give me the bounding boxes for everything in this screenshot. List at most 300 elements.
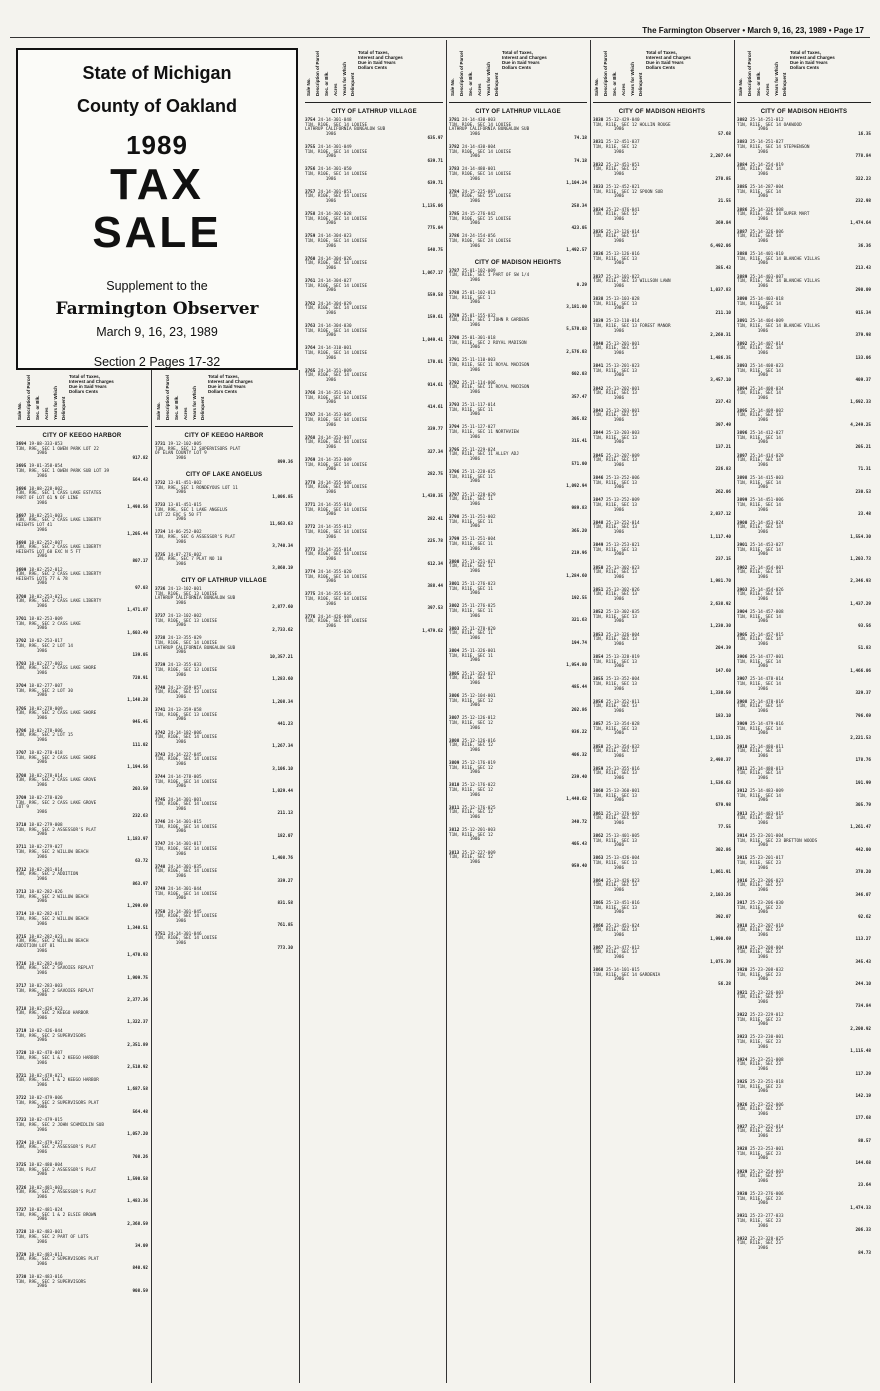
amount-due: 237.43 — [715, 400, 731, 406]
parcel-entry — [737, 544, 871, 562]
sale-number: 3797 — [449, 492, 462, 498]
parcel-description: 25-23-276-006 T1N, R11E, SEC 23 1986 — [737, 1192, 784, 1207]
parcel-description: 25-13-328-019 T1N, R11E, SEC 13 1986 — [593, 655, 640, 670]
parcel-entry — [155, 799, 293, 817]
parcel-description: 25-13-203-003 T1N, R11E, SEC 13 1986 — [593, 431, 640, 446]
parcel-entry — [593, 567, 731, 585]
sale-number: 3851 — [593, 587, 606, 593]
listing-column — [449, 46, 587, 1385]
parcel-entry — [305, 235, 443, 253]
parcel-entry — [449, 213, 587, 231]
parcel-description: 24-14-301-045 T1N, R10E, SEC 14 LOUISE 1986 — [155, 909, 218, 924]
parcel-description: 24-14-430-003 T1N, R10E, SEC 14 LOUISE LATHRUP CALIFORNIA BUNGALOW SUB 1986 — [449, 118, 530, 137]
parcel-description: 24-14-355-006 T1N, R10E, SEC 14 LOUISE 1986 — [305, 480, 368, 495]
parcel-description: 25-13-103-028 T1N, R11E, SEC 13 1986 — [593, 297, 640, 312]
parcel-entry — [16, 752, 148, 770]
sec-header: Sec. or Blk. — [468, 71, 473, 96]
parcel-entry — [737, 589, 871, 607]
sale-number: 3811 — [449, 805, 462, 811]
sale-number: 3865 — [593, 901, 606, 907]
parcel-description: 25-23-206-030 T1N, R11E, SEC 23 1986 — [737, 901, 784, 916]
parcel-entry — [737, 410, 871, 428]
parcel-entry — [155, 664, 293, 682]
parcel-entry — [593, 544, 731, 562]
sale-number: 3882 — [737, 118, 750, 123]
amount-due: 1,037.83 — [710, 288, 731, 294]
parcel-description: 24-14-302-028 T1N, R10E, SEC 14 LOUISE 1986 — [305, 212, 368, 227]
parcel-entry — [155, 821, 293, 839]
parcel-entry — [16, 1276, 148, 1294]
parcel-entry — [155, 504, 293, 527]
amount-due: 3,181.00 — [566, 305, 587, 310]
amount-due: 2,576.03 — [566, 349, 587, 355]
parcel-description: 25-13-207-009 T1N, R11E, SEC 13 1986 — [593, 453, 640, 468]
years-header: Years for Which Delinquent — [774, 61, 787, 96]
parcel-entry — [16, 985, 148, 1003]
sale-no-header: Sale No. — [156, 402, 161, 420]
sale-number: 3742 — [155, 730, 168, 736]
parcel-description: 25-14-480-011 T1N, R11E, SEC 14 1986 — [737, 744, 784, 759]
parcel-entry — [737, 186, 871, 204]
parcel-description: 25-14-483-009 T1N, R11E, SEC 14 1986 — [737, 789, 784, 804]
sale-number: 3810 — [449, 783, 462, 789]
amount-due: 244.10 — [855, 982, 871, 988]
parcel-description: 25-12-104-001 T1N, R11E, SEC 12 1986 — [449, 693, 496, 709]
parcel-entry — [737, 1036, 871, 1054]
amount-due: 340.72 — [571, 819, 587, 825]
years-header: Years for Which Delinquent — [192, 385, 205, 420]
sale-number: 3791 — [449, 358, 462, 364]
parcel-entry — [155, 531, 293, 549]
parcel-description: 25-11-326-001 T1N, R11E, SEC 11 1986 — [449, 649, 496, 664]
parcel-description: 25-13-354-032 T1N, R11E, SEC 13 1986 — [593, 744, 640, 759]
parcel-description: 25-23-253-001 T1N, R11E, SEC 23 1986 — [737, 1147, 784, 1162]
parcel-description: 18-02-483-011 T3N, R9E, SEC 2 SUPERVISORS PLAT 1986 — [16, 1252, 99, 1267]
parcel-description: 25-14-453-027 T1N, R11E, SEC 14 1986 — [737, 543, 784, 558]
parcel-entry — [305, 191, 443, 209]
parcel-entry — [16, 1119, 148, 1137]
sale-number: 3723 — [16, 1118, 29, 1124]
parcel-description: 25-14-409-002 T1N, R11E, SEC 14 1986 — [737, 408, 784, 424]
parcel-entry — [449, 538, 587, 556]
parcel-entry — [16, 542, 148, 565]
parcel-entry — [449, 168, 587, 186]
sale-number: 3705 — [16, 706, 29, 712]
parcel-description: 25-13-201-001 T1N, R11E, SEC 13 1986 — [593, 341, 640, 356]
sale-number: 3896 — [737, 431, 750, 437]
parcel-description: 25-12-429-040 T1N, R11E, SEC 12 HOLLIN ROUGE 1986 — [593, 118, 671, 133]
amount-due: 144.68 — [855, 1161, 871, 1167]
parcel-entry — [449, 829, 587, 847]
parcel-entry — [16, 869, 148, 887]
amount-due: 327.34 — [427, 449, 443, 455]
parcel-entry — [449, 337, 587, 355]
parcel-description: 25-14-408-034 T1N, R11E, SEC 14 1986 — [737, 386, 784, 401]
amount-due: 57.68 — [718, 131, 731, 137]
amount-due: 194.74 — [571, 640, 587, 646]
parcel-description: 18-02-483-001 T3N, R9E, SEC 2 PART OF LOTS 1986 — [16, 1230, 89, 1245]
sale-number: 3859 — [593, 766, 606, 772]
parcel-description: 25-11-228-029 T1N, R11E, SEC 11 1986 — [449, 492, 496, 507]
sale-number: 3839 — [593, 319, 606, 325]
parcel-description: 25-01-301-018 T1N, R11E, SEC 2 ROYAL MADISON 1986 — [449, 335, 527, 351]
sale-number: 3758 — [305, 212, 318, 218]
parcel-entry — [155, 866, 293, 884]
parcel-description: 24-14-301-048 T1N, R10E, SEC 14 LOUISE LATHRUP CALIFORNIA BUNGALOW SUB 1986 — [305, 118, 386, 137]
amount-due: 97.03 — [135, 586, 148, 592]
amount-due: 84.73 — [858, 1250, 871, 1256]
parcel-description: 25-14-414-020 T1N, R11E, SEC 14 1986 — [737, 453, 784, 468]
title-sale: SALE — [92, 208, 222, 257]
parcel-entry — [16, 936, 148, 959]
amount-due: 0.29 — [576, 282, 587, 288]
parcel-description: 25-14-478-014 T1N, R11E, SEC 14 1986 — [737, 677, 784, 692]
sale-number: 3743 — [155, 752, 168, 758]
amount-due: 339.27 — [277, 878, 293, 884]
amount-due: 321.63 — [571, 618, 587, 624]
parcel-description: 25-11-276-025 T1N, R11E, SEC 11 1986 — [449, 604, 496, 619]
parcel-description: 25-23-201-004 T1N, R11E, SEC 23 BRETTON WOODS 1986 — [737, 834, 818, 849]
sale-number: 3767 — [305, 413, 318, 419]
amount-due: 213.43 — [855, 266, 871, 272]
sale-number: 3808 — [449, 738, 462, 744]
amount-due: 305.79 — [855, 803, 871, 809]
parcel-entry — [593, 857, 731, 875]
parcel-entry — [305, 504, 443, 522]
parcel-description: 25-14-407-014 T1N, R11E, SEC 14 1986 — [737, 341, 784, 356]
amount-due: 959.40 — [571, 864, 587, 870]
amount-due: 2,368.59 — [127, 1221, 148, 1227]
parcel-entry — [155, 933, 293, 951]
sale-number: 3775 — [305, 592, 318, 598]
amount-due: 1,687.58 — [127, 1087, 148, 1093]
parcel-entry — [593, 746, 731, 764]
parcel-description: 25-23-251-018 T1N, R11E, SEC 23 1986 — [737, 1080, 784, 1095]
supplement-line: Supplement to the — [106, 279, 208, 293]
amount-due: 1,474.64 — [850, 221, 871, 227]
parcel-description: 25-13-352-011 T1N, R11E, SEC 13 1986 — [593, 699, 640, 714]
amount-due: 914.61 — [427, 382, 443, 388]
newspaper-name: Farmington Observer — [55, 299, 259, 319]
parcel-entry — [449, 471, 587, 489]
parcel-description: 24-14-353-005 T1N, R10E, SEC 14 LOUISE 1986 — [305, 413, 368, 428]
amount-due: 370.20 — [855, 870, 871, 876]
amount-due: 1,049.41 — [422, 337, 443, 343]
parcel-description: 24-14-301-015 T1N, R10E, SEC 14 LOUISE 1986 — [155, 820, 218, 835]
parcel-entry — [16, 569, 148, 592]
parcel-entry — [16, 797, 148, 820]
amount-due: 908.59 — [132, 1288, 148, 1294]
amount-due: 1,029.44 — [272, 789, 293, 795]
parcel-entry — [593, 656, 731, 674]
sale-number: 3760 — [305, 256, 318, 262]
sale-number: 3728 — [16, 1230, 29, 1236]
sale-number: 3895 — [737, 408, 750, 414]
amount-due: 203.59 — [132, 787, 148, 793]
total-header: Total of Taxes, Interest and Charges Due in Said Years Dollars Cents — [646, 50, 691, 70]
amount-due: 2,377.36 — [127, 997, 148, 1003]
parcel-entry — [737, 969, 871, 987]
city-heading: CITY OF KEEGO HARBOR — [42, 433, 122, 439]
description-header: Description of Parcel — [459, 50, 464, 96]
parcel-entry — [16, 730, 148, 748]
sale-number: 3729 — [16, 1252, 29, 1258]
sale-number: 3722 — [16, 1096, 29, 1102]
parcel-entry — [593, 589, 731, 607]
amount-due: 1,471.07 — [127, 608, 148, 614]
amount-due: 1,322.37 — [127, 1020, 148, 1026]
parcel-description: 18-02-281-014 T3N, R9E, SEC 2 ADDITION 1986 — [16, 867, 79, 882]
parcel-entry — [593, 410, 731, 428]
acres-header: Acres — [477, 83, 482, 96]
sale-number: 3785 — [449, 212, 462, 218]
parcel-description: 25-13-326-004 T1N, R11E, SEC 13 1986 — [593, 632, 640, 647]
parcel-entry — [305, 459, 443, 477]
sale-number: 3738 — [155, 636, 168, 642]
parcel-entry — [16, 1209, 148, 1227]
parcel-entry — [737, 298, 871, 316]
parcel-description: 18-02-426-023 T3N, R9E, SEC 2 KEEGO HARBOR 1986 — [16, 1006, 89, 1021]
parcel-description: 18-02-279-027 T3N, R9E, SEC 2 WILLOW BEACH 1986 — [16, 845, 89, 860]
sale-number: 3717 — [16, 984, 29, 990]
amount-due: 357.47 — [571, 394, 587, 400]
parcel-description: 25-13-126-016 T1N, R11E, SEC 13 1986 — [593, 252, 640, 267]
sale-number: 3931 — [737, 1214, 750, 1220]
sale-number: 3757 — [305, 189, 318, 195]
sale-number: 3927 — [737, 1124, 750, 1130]
parcel-description: 25-13-110-014 T1N, R11E, SEC 13 FOREST MANOR 1986 — [593, 319, 671, 334]
sale-number: 3790 — [449, 335, 462, 341]
listing-column — [155, 370, 293, 1385]
amount-due: 282.75 — [427, 472, 443, 477]
parcel-description: 25-13-352-004 T1N, R11E, SEC 13 1986 — [593, 677, 640, 692]
parcel-entry — [16, 1008, 148, 1026]
parcel-description: 18-02-483-016 T3N, R9E, SEC 2 SUPERVISORS 1986 — [16, 1275, 86, 1290]
amount-due: 5,570.03 — [566, 327, 587, 333]
sale-number: 3736 — [155, 587, 168, 593]
acres-header: Acres — [333, 83, 338, 96]
parcel-description: 25-23-208-032 T1N, R11E, SEC 23 1986 — [737, 968, 784, 983]
parcel-entry — [305, 526, 443, 544]
parcel-entry — [155, 443, 293, 466]
parcel-description: 25-14-251-012 T1N, R11E, SEC 14 OAKWOOD 1986 — [737, 118, 802, 133]
parcel-description: 25-11-228-025 T1N, R11E, SEC 11 1986 — [449, 470, 496, 485]
sale-number: 3803 — [449, 626, 462, 632]
parcel-entry — [16, 515, 148, 538]
parcel-entry — [16, 1164, 148, 1182]
sale-number: 3918 — [737, 923, 750, 929]
amount-due: 232.98 — [855, 198, 871, 204]
parcel-entry — [155, 754, 293, 772]
sale-number: 3782 — [449, 144, 462, 150]
parcel-description: 25-14-480-013 T1N, R11E, SEC 14 1986 — [737, 766, 784, 782]
parcel-description: 25-11-127-027 T1N, R11E, SEC 11 NORTHVIEW 1986 — [449, 425, 519, 440]
amount-due: 206.33 — [855, 1228, 871, 1234]
sale-number: 3911 — [737, 766, 750, 772]
parcel-entry — [16, 685, 148, 703]
total-header: Total of Taxes, Interest and Charges Due in Said Years Dollars Cents — [208, 374, 253, 394]
parcel-entry — [305, 616, 443, 634]
parcel-description: 25-11-110-003 T1N, R11E, SEC 11 ROYAL MADISON 1986 — [449, 358, 530, 373]
amount-due: 1,203.73 — [850, 556, 871, 562]
sale-number: 3889 — [737, 274, 750, 280]
sale-number: 3708 — [16, 773, 29, 779]
parcel-entry — [737, 1193, 871, 1211]
amount-due: 1,115.48 — [850, 1049, 871, 1055]
total-header: Total of Taxes, Interest and Charges Due in Said Years Dollars Cents — [358, 50, 403, 70]
parcel-description: 25-13-302-023 T1N, R11E, SEC 13 1986 — [593, 565, 640, 580]
amount-due: 485.44 — [571, 685, 587, 691]
parcel-entry — [737, 925, 871, 943]
parcel-description: 18-02-253-009 T3N, R9E, SEC 2 CASS LAKE 1986 — [16, 617, 81, 632]
parcel-entry — [155, 687, 293, 705]
parcel-description: 25-11-278-020 T1N, R11E, SEC 11 1986 — [449, 626, 496, 642]
sale-number: 3886 — [737, 207, 750, 213]
parcel-entry — [593, 925, 731, 943]
amount-due: 211.13 — [277, 811, 293, 817]
amount-due: 63.72 — [135, 859, 148, 865]
sale-number: 3898 — [737, 476, 750, 481]
sale-number: 3770 — [305, 480, 318, 486]
parcel-entry — [449, 270, 587, 288]
parcel-entry — [305, 347, 443, 365]
sale-number: 3714 — [16, 912, 29, 918]
amount-due: 302.86 — [715, 847, 731, 853]
parcel-description: 25-14-254-019 T1N, R11E, SEC 14 1986 — [737, 162, 784, 177]
parcel-entry — [16, 618, 148, 636]
parcel-entry — [305, 280, 443, 298]
amount-due: 1,104.24 — [566, 181, 587, 187]
year: 1989 — [126, 130, 188, 160]
publication-dates: March 9, 16, 23, 1989 — [96, 325, 218, 339]
amount-due: 1,299.69 — [127, 903, 148, 909]
parcel-entry — [593, 880, 731, 898]
sale-number: 3920 — [737, 968, 750, 974]
parcel-description: 24-14-182-006 T1N, R10E, SEC 14 LOUISE 1986 — [155, 730, 218, 745]
parcel-entry — [593, 119, 731, 137]
parcel-description: 25-14-403-018 T1N, R11E, SEC 14 1986 — [737, 297, 784, 312]
parcel-entry — [449, 605, 587, 623]
sale-number: 3754 — [305, 118, 318, 123]
parcel-entry — [593, 902, 731, 920]
amount-due: 205.21 — [855, 445, 871, 451]
sale-number: 3888 — [737, 252, 750, 258]
parcel-entry — [593, 969, 731, 987]
parcel-entry — [16, 775, 148, 793]
parcel-entry — [449, 235, 587, 253]
amount-due: 863.97 — [132, 881, 148, 887]
sale-number: 3706 — [16, 728, 29, 734]
parcel-description: 25-23-206-023 T1N, R11E, SEC 23 1986 — [737, 878, 784, 893]
parcel-entry — [16, 1030, 148, 1048]
sale-number: 3713 — [16, 890, 29, 896]
sale-number: 3901 — [737, 543, 750, 549]
sale-number: 3921 — [737, 990, 750, 996]
parcel-entry — [737, 141, 871, 159]
parcel-description: 25-13-203-001 T1N, R11E, SEC 13 1986 — [593, 408, 640, 424]
parcel-entry — [305, 213, 443, 231]
amount-due: 2,221.53 — [850, 735, 871, 741]
parcel-description: 18-02-426-044 T3N, R9E, SEC 2 SUPERVISORS 1986 — [16, 1028, 86, 1044]
parcel-entry — [593, 253, 731, 271]
parcel-entry — [593, 790, 731, 808]
parcel-description: 18-02-253-017 T3N, R9E, SEC 2 LOT 14 1986 — [16, 639, 73, 654]
amount-due: 113.27 — [855, 937, 871, 943]
column-divider — [151, 370, 152, 1383]
sale-number: 3731 — [155, 442, 168, 447]
parcel-description: 25-12-176-019 T1N, R11E, SEC 12 1986 — [449, 761, 496, 776]
sale-number: 3795 — [449, 447, 462, 453]
sale-number: 3812 — [449, 828, 462, 834]
sale-number: 3868 — [593, 968, 606, 974]
sale-number: 3741 — [155, 708, 168, 714]
parcel-description: 18-02-478-021 T3N, R9E, SEC 1 & 2 KEEGO HARBOR 1986 — [16, 1073, 99, 1088]
parcel-description: 19-01-358-054 T3N, R9E, SEC 1 OWEN PARK SUB LOT 39 1986 — [16, 464, 110, 479]
sale-number: 3845 — [593, 453, 606, 459]
parcel-description: 19-12-102-005 T3N, R9E, SEC 12 SUPERVISORS PLAT OF ELAN COUNTY LOT 9 1986 — [155, 442, 241, 461]
amount-due: 1,498.56 — [127, 505, 148, 511]
parcel-description: 24-13-359-058 T1N, R10E, SEC 13 LOUISE 1986 — [155, 708, 218, 723]
sale-number: 3802 — [449, 604, 462, 610]
parcel-description: 18-02-278-009 T3N, R9E, SEC 2 CASS LAKE SHORE 1986 — [16, 706, 97, 721]
parcel-entry — [593, 499, 731, 517]
parcel-description: 25-23-252-014 T1N, R11E, SEC 23 1986 — [737, 1124, 784, 1140]
parcel-description: 18-02-253-021 T3N, R9E, SEC 2 CASS LAKE LIBERTY 1986 — [16, 594, 102, 609]
parcel-description: 25-13-426-023 T1N, R11E, SEC 13 1986 — [593, 878, 640, 893]
parcel-description: 25-14-251-027 T1N, R11E, SEC 14 STEPHENSON 1986 — [737, 140, 810, 155]
parcel-entry — [737, 857, 871, 875]
sale-number: 3899 — [737, 498, 750, 504]
sale-no-header: Sale No. — [306, 78, 311, 96]
amount-due: 1,340.51 — [127, 926, 148, 932]
amount-due: 1,133.25 — [710, 735, 731, 741]
sale-number: 3809 — [449, 761, 462, 767]
parcel-description: 18-02-278-014 T3N, R9E, SEC 2 CASS LAKE GROVE 1986 — [16, 773, 97, 788]
sale-no-header: Sale No. — [450, 78, 455, 96]
parcel-description: 18-02-279-008 T3N, R9E, SEC 2 ASSESSOR'S PLAT 1986 — [16, 822, 97, 838]
amount-due: 385.43 — [715, 266, 731, 272]
parcel-entry — [737, 768, 871, 786]
parcel-entry — [449, 784, 587, 802]
amount-due: 807.17 — [132, 559, 148, 565]
parcel-entry — [593, 141, 731, 159]
amount-due: 239.40 — [571, 774, 587, 780]
parcel-description: 25-14-479-016 T1N, R11E, SEC 14 1986 — [737, 722, 784, 737]
amount-due: 392.07 — [715, 914, 731, 920]
parcel-entry — [737, 567, 871, 585]
amount-due: 237.15 — [715, 556, 731, 562]
sale-number: 3765 — [305, 368, 318, 374]
amount-due: 142.19 — [855, 1093, 871, 1099]
parcel-description: 18-02-282-026 T3N, R9E, SEC 2 WILLOW BEACH 1986 — [16, 890, 89, 905]
sale-number: 3833 — [593, 185, 606, 191]
sale-number: 3841 — [593, 364, 606, 370]
parcel-description: 25-13-477-012 T1N, R11E, SEC 13 1986 — [593, 945, 640, 961]
parcel-entry — [449, 119, 587, 142]
sale-number: 3852 — [593, 610, 606, 616]
parcel-description: 25-23-201-017 T1N, R11E, SEC 23 1986 — [737, 856, 784, 871]
top-rule — [10, 37, 870, 38]
description-header: Description of Parcel — [26, 374, 31, 420]
parcel-entry — [155, 732, 293, 750]
sale-number: 3772 — [305, 525, 318, 531]
amount-due: 1,486.35 — [710, 355, 731, 361]
parcel-entry — [16, 640, 148, 658]
parcel-description: 25-14-326-006 T1N, R11E, SEC 14 1986 — [737, 229, 784, 245]
sale-number: 3837 — [593, 274, 606, 280]
sale-number: 3789 — [449, 313, 462, 319]
sale-number: 3929 — [737, 1169, 750, 1175]
